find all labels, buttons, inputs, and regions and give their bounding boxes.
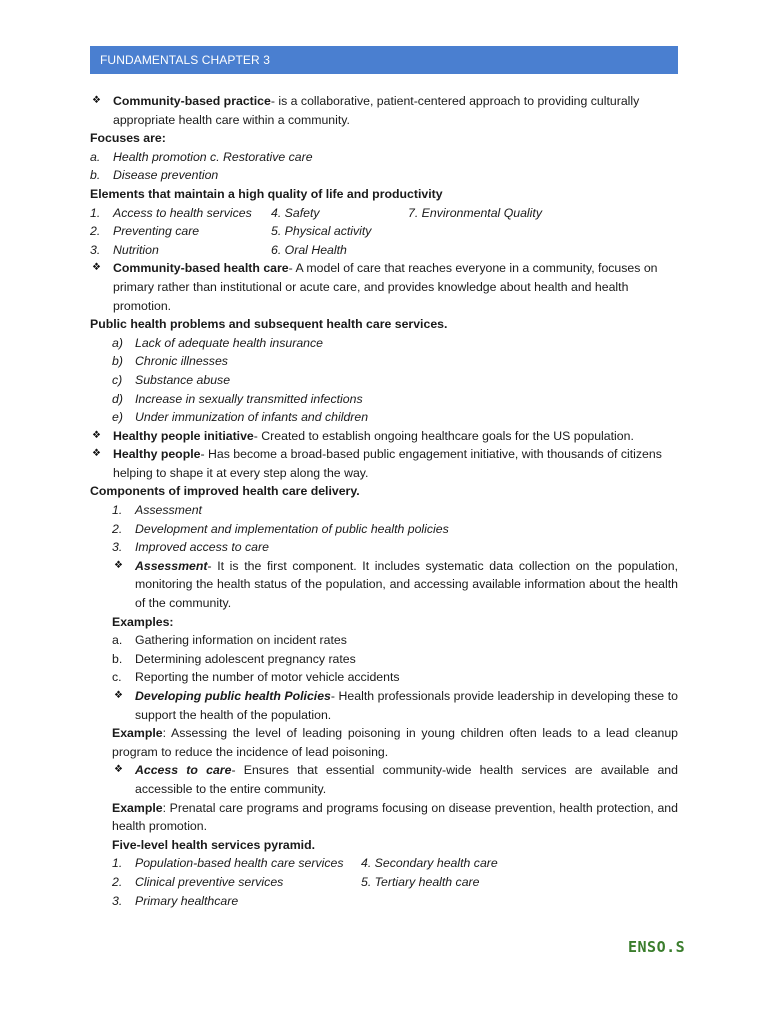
list-text: Preventing care	[113, 224, 200, 239]
list-item	[90, 854, 678, 873]
list-text: Improved access to care	[135, 540, 269, 555]
section-heading: Examples:	[112, 614, 174, 629]
list-marker: 3.	[112, 540, 123, 555]
list-text: 4. Safety	[271, 205, 320, 220]
list-marker: c)	[112, 372, 123, 387]
example-label: Example	[112, 800, 163, 815]
bullet-healthy-people	[90, 445, 678, 482]
example-label: Example	[112, 726, 163, 741]
list-item	[90, 222, 678, 241]
list-text: Reporting the number of motor vehicle accidents	[135, 670, 400, 685]
list-marker: d)	[112, 391, 123, 406]
section-heading: Focuses are:	[90, 131, 166, 146]
definition: - Created to establish ongoing healthcare goals for the US population.	[253, 428, 634, 443]
list-text: Clinical preventive services	[135, 874, 284, 889]
list-item	[90, 352, 678, 371]
bullet-community-based-practice	[90, 92, 678, 129]
list-text: Lack of adequate health insurance	[135, 335, 324, 350]
term: Developing public health Policies	[135, 689, 331, 703]
example-text: : Assessing the level of leading poisoning in young children often leads to a lead cleanup program to reduce the incidence of lead poisoning.	[112, 726, 678, 759]
definition: - Has become a broad-based public engagement initiative, with thousands of citizens helping to shape it at every step along the way.	[113, 447, 662, 480]
list-item	[90, 204, 678, 223]
list-text: 5. Tertiary health care	[361, 874, 480, 889]
list-text: Gathering information on incident rates	[135, 633, 347, 648]
bullet-developing-policies	[90, 687, 678, 724]
list-text: Increase in sexually transmitted infections	[135, 391, 363, 406]
section-heading: Components of improved health care delivery.	[90, 484, 360, 499]
diamond-bullet-icon: ❖	[114, 764, 123, 776]
bullet-community-based-health-care	[90, 259, 678, 315]
list-text: Disease prevention	[113, 168, 219, 183]
bullet-access-to-care	[90, 761, 678, 798]
list-item	[90, 241, 678, 260]
definition: - A model of care that reaches everyone in a community, focuses on primary rather than institutional or acute care, and provides knowledge about health and health promotion.	[113, 261, 658, 313]
list-text: Substance abuse	[135, 372, 231, 387]
list-marker: 1.	[90, 205, 101, 220]
list-text: Access to health services	[113, 205, 252, 220]
bullet-assessment	[90, 557, 678, 613]
term: Assessment	[135, 558, 208, 573]
list-marker: 2.	[112, 521, 123, 536]
example-paragraph	[90, 724, 678, 761]
author-signature: ENSO.S	[628, 938, 686, 956]
term: Healthy people	[113, 447, 201, 462]
diamond-bullet-icon: ❖	[92, 448, 101, 460]
definition: - It is the first component. It includes systematic data collection on the population, monitoring the health status of the population, and accessing available information about the health of the community.	[135, 558, 678, 611]
list-item	[90, 892, 678, 911]
diamond-bullet-icon: ❖	[114, 559, 123, 571]
list-text: Health promotion c. Restorative care	[113, 149, 313, 164]
list-text: Under immunization of infants and children	[135, 410, 369, 425]
page-content	[90, 92, 678, 910]
list-text: Nutrition	[113, 242, 159, 257]
list-item	[90, 501, 678, 520]
diamond-bullet-icon: ❖	[92, 429, 101, 441]
chapter-header: FUNDAMENTALS CHAPTER 3	[90, 46, 678, 74]
diamond-bullet-icon: ❖	[114, 690, 123, 701]
list-text: Development and implementation of public health policies	[135, 521, 449, 536]
list-item	[90, 631, 678, 650]
example-text: : Prenatal care programs and programs focusing on disease prevention, health protection, and health promotion.	[112, 800, 678, 834]
list-item	[90, 148, 678, 167]
list-text: 5. Physical activity	[271, 224, 372, 239]
list-item	[90, 538, 678, 557]
definition: - Health professionals provide leadership in developing these to support the health of the population.	[135, 689, 678, 722]
list-marker: 3.	[90, 242, 101, 257]
term: Community-based practice	[113, 94, 271, 108]
definition: - is a collaborative, patient-centered approach to providing culturally appropriate health care within a community.	[113, 94, 640, 127]
list-text: Determining adolescent pregnancy rates	[135, 651, 356, 666]
list-text: Assessment	[135, 503, 202, 518]
list-marker: c.	[112, 670, 122, 685]
list-marker: b.	[90, 168, 101, 183]
definition: - Ensures that essential community-wide health services are available and accessible to the entire community.	[135, 763, 678, 796]
list-item	[90, 668, 678, 687]
list-item	[90, 334, 678, 353]
list-text: Primary healthcare	[135, 893, 239, 908]
list-item	[90, 520, 678, 539]
section-heading: Five-level health services pyramid.	[112, 837, 316, 852]
list-text: 4. Secondary health care	[361, 856, 498, 871]
example-paragraph	[90, 799, 678, 836]
diamond-bullet-icon: ❖	[92, 95, 101, 106]
list-item	[90, 650, 678, 669]
list-marker: 2.	[112, 874, 123, 889]
section-heading: Elements that maintain a high quality of life and productivity	[90, 186, 443, 201]
term: Healthy people initiative	[113, 428, 254, 443]
list-marker: b)	[112, 354, 123, 369]
list-text: Population-based health care services	[135, 856, 344, 871]
term: Access to care	[135, 763, 232, 778]
list-item	[90, 873, 678, 892]
list-marker: a.	[112, 633, 123, 648]
list-item	[90, 166, 678, 185]
bullet-healthy-people-initiative	[90, 427, 678, 446]
list-marker: 1.	[112, 856, 123, 871]
list-text: 7. Environmental Quality	[408, 205, 542, 220]
list-marker: b.	[112, 651, 123, 666]
diamond-bullet-icon: ❖	[92, 262, 101, 274]
list-item	[90, 371, 678, 390]
list-marker: a.	[90, 149, 101, 164]
list-text: 6. Oral Health	[271, 242, 347, 257]
section-heading: Public health problems and subsequent health care services.	[90, 317, 448, 332]
list-marker: 2.	[90, 224, 101, 239]
list-marker: e)	[112, 410, 123, 425]
list-marker: 1.	[112, 503, 123, 518]
term: Community-based health care	[113, 261, 289, 276]
list-marker: a)	[112, 335, 123, 350]
list-item	[90, 390, 678, 409]
list-marker: 3.	[112, 893, 123, 908]
list-item	[90, 408, 678, 427]
list-text: Chronic illnesses	[135, 354, 228, 369]
